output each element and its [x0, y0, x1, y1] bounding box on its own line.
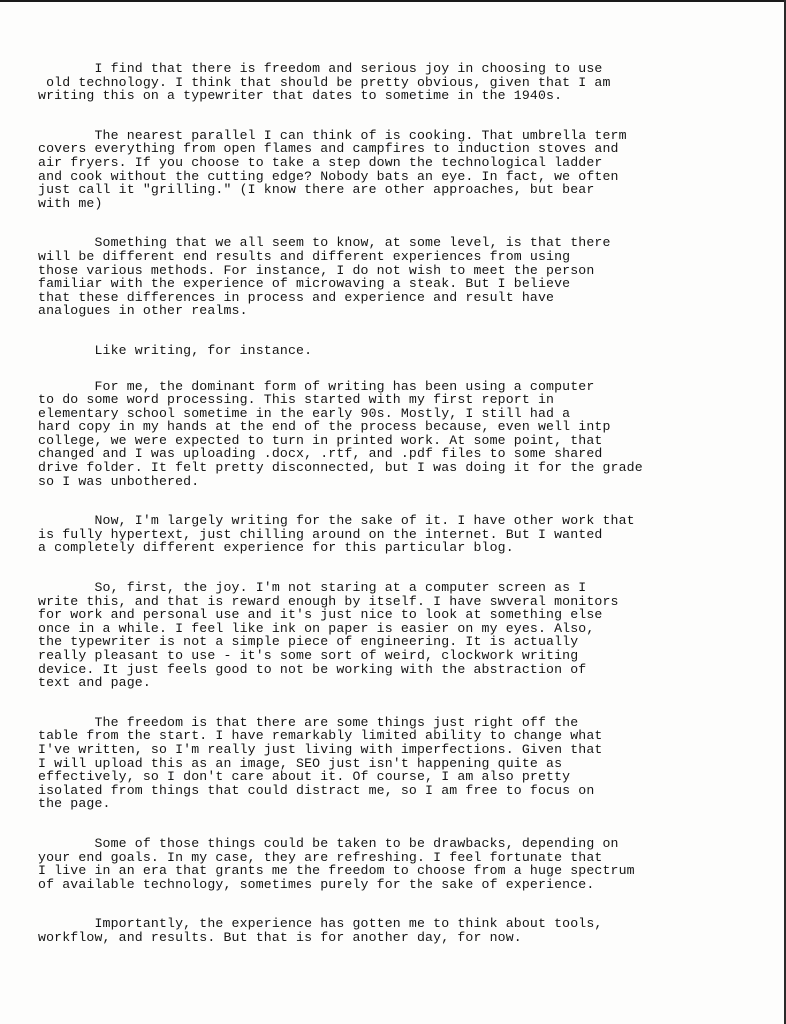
text-line: is fully hypertext, just chilling around on the internet. But I wanted	[38, 526, 603, 542]
paragraph-7	[38, 581, 728, 690]
text-line: those various methods. For instance, I do not wish to meet the person	[38, 262, 595, 278]
top-edge-rule	[0, 0, 786, 2]
text-line: college, we were expected to turn in printed work. At some point, that	[38, 432, 603, 448]
paragraph-5	[38, 380, 728, 489]
text-line: to do some word processing. This started with my first report in	[38, 392, 555, 408]
document-body	[38, 62, 728, 971]
text-line: the typewriter is not a simple piece of engineering. It is actually	[38, 634, 579, 650]
text-line: that these differences in process and experience and result have	[38, 289, 555, 305]
text-line: of available technology, sometimes purely for the sake of experience.	[38, 876, 595, 892]
text-line: writing this on a typewriter that dates to sometime in the 1940s.	[38, 88, 563, 104]
text-line: effectively, so I don't care about it. Of course, I am also pretty	[38, 769, 571, 785]
text-line: covers everything from open flames and campfires to induction stoves and	[38, 141, 619, 157]
text-line: changed and I was uploading .docx, .rtf, and .pdf files to some shared	[38, 446, 603, 462]
text-line: So, first, the joy. I'm not staring at a computer screen as I	[38, 580, 587, 596]
text-line: The freedom is that there are some things just right off the	[38, 714, 579, 730]
paragraph-2	[38, 129, 728, 211]
text-line: and cook without the cutting edge? Nobody bats an eye. In fact, we often	[38, 168, 619, 184]
text-line: analogues in other realms.	[38, 303, 248, 319]
text-line: I find that there is freedom and serious joy in choosing to use	[38, 61, 603, 76]
text-line: hard copy in my hands at the end of the process because, even well intp	[38, 419, 611, 435]
text-line: so I was unbothered.	[38, 473, 200, 489]
paragraph-4	[38, 344, 728, 358]
paragraph-6	[38, 514, 728, 555]
text-line: air fryers. If you choose to take a step down the technological ladder	[38, 154, 603, 170]
text-line: I've written, so I'm really just living with imperfections. Given that	[38, 741, 603, 757]
text-line: old technology. I think that should be pretty obvious, given that I am	[38, 74, 611, 90]
text-line: table from the start. I have remarkably limited ability to change what	[38, 728, 603, 744]
text-line: Something that we all seem to know, at some level, is that there	[38, 235, 611, 251]
text-line: elementary school sometime in the early 90s. Mostly, I still had a	[38, 405, 571, 421]
text-line: I live in an era that grants me the freedom to choose from a huge spectrum	[38, 863, 635, 879]
text-line: Importantly, the experience has gotten me to think about tools,	[38, 916, 603, 932]
text-line: Like writing, for instance.	[38, 342, 313, 358]
paragraph-8	[38, 716, 728, 811]
text-line: your end goals. In my case, they are refreshing. I feel fortunate that	[38, 849, 603, 865]
paragraph-3	[38, 236, 728, 318]
text-line: The nearest parallel I can think of is cooking. That umbrella term	[38, 127, 627, 143]
text-line: really pleasant to use - it's some sort of weird, clockwork writing	[38, 648, 579, 663]
text-line: for work and personal use and it's just nice to look at something else	[38, 607, 603, 623]
text-line: will be different end results and different experiences from using	[38, 248, 571, 264]
text-line: write this, and that is reward enough by itself. I have swveral monitors	[38, 593, 619, 609]
text-line: text and page.	[38, 675, 151, 691]
text-line: familiar with the experience of microwaving a steak. But I believe	[38, 276, 571, 292]
text-line: Some of those things could be taken to be drawbacks, depending on	[38, 835, 619, 851]
text-line: For me, the dominant form of writing has been using a computer	[38, 378, 595, 394]
paragraph-10	[38, 917, 728, 944]
paragraph-1	[38, 62, 728, 103]
text-line: with me)	[38, 195, 103, 211]
paragraph-9	[38, 837, 728, 891]
text-line: Now, I'm largely writing for the sake of it. I have other work that	[38, 513, 635, 529]
text-line: once in a while. I feel like ink on paper is easier on my eyes. Also,	[38, 620, 595, 636]
text-line: I will upload this as an image, SEO just isn't happening quite as	[38, 755, 563, 771]
text-line: a completely different experience for this particular blog.	[38, 540, 514, 556]
text-line: isolated from things that could distract me, so I am free to focus on	[38, 782, 595, 798]
text-line: workflow, and results. But that is for another day, for now.	[38, 929, 522, 945]
text-line: the page.	[38, 796, 111, 812]
text-line: device. It just feels good to not be working with the abstraction of	[38, 661, 587, 677]
text-line: drive folder. It felt pretty disconnected, but I was doing it for the grade	[38, 460, 643, 476]
text-line: just call it "grilling." (I know there are other approaches, but bear	[38, 182, 595, 198]
